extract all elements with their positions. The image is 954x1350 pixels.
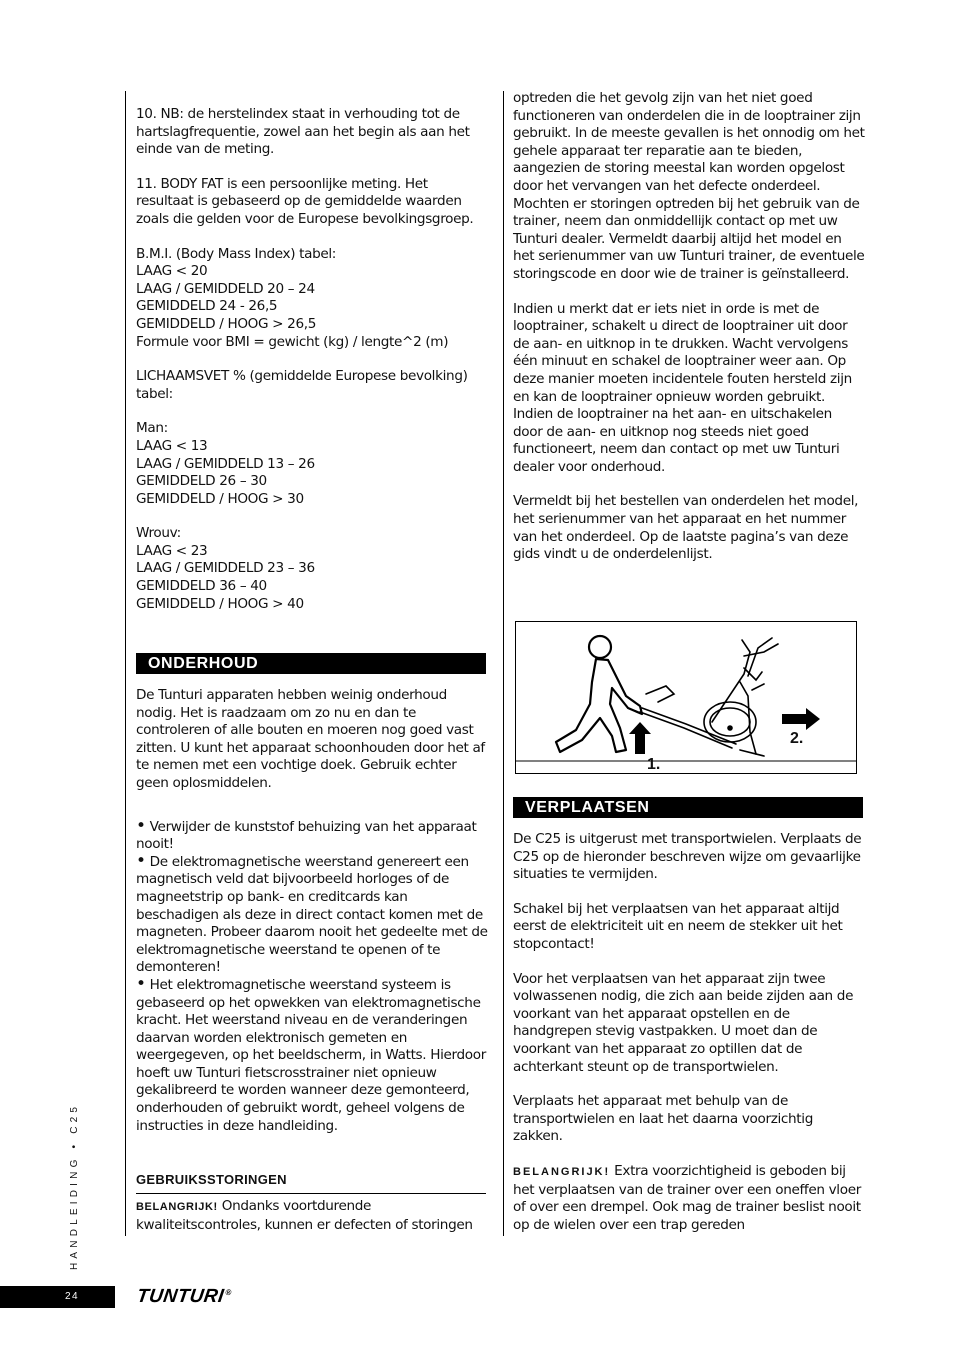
woman-table [136, 525, 488, 613]
bullet-icon [136, 977, 146, 993]
step-label-1: 1. [647, 756, 661, 773]
transport-wheels-paragraph: De C25 is uitgerust met transportwielen. Verplaats de C25 op de hieronder beschreven wijze om gevaarlijke situaties te vermijden. [513, 831, 862, 883]
verplaatsen-section [513, 831, 865, 1234]
caution-paragraph [513, 1163, 865, 1234]
important-label: BELANGRIJK! [513, 1165, 611, 1178]
onderhoud-section [136, 687, 488, 1135]
man-line: LAAG < 13 [136, 437, 208, 454]
bullet-text: Verwijder de kunststof behuizing van het apparaat nooit! [136, 818, 477, 853]
woman-line: GEMIDDELD 36 – 40 [136, 578, 267, 595]
move-arrow-icon [782, 708, 820, 730]
bmi-line: Formule voor BMI = gewicht (kg) / lengte^2 (m) [136, 333, 449, 350]
man-line: GEMIDDELD 26 – 30 [136, 473, 267, 490]
bmi-line: GEMIDDELD / HOOG > 26,5 [136, 315, 317, 332]
caution-text: Extra voorzichtigheid is geboden bij het verplaatsen van de trainer over een oneffen vloer of over een drempel. Ook mag de trainer beslist nooit op de wielen over een trap gereden [513, 1162, 861, 1233]
verplaatsen-heading: VERPLAATSEN [513, 797, 863, 818]
bullet-icon [136, 819, 146, 835]
onderhoud-heading: ONDERHOUD [136, 653, 486, 674]
bmi-line: B.M.I. (Body Mass Index) tabel: [136, 245, 337, 262]
man-line: LAAG / GEMIDDELD 13 – 26 [136, 455, 315, 472]
registered-mark: ® [224, 1288, 233, 1297]
storingen-rule [136, 1193, 486, 1194]
bullet-item [136, 854, 488, 977]
note-11: 11. BODY FAT is een persoonlijke meting. Het resultaat is gebaseerd op de gemiddelde waarden zoals die gelden voor de Europese bevolkingsgroep. [136, 175, 474, 227]
bmi-table [136, 246, 488, 352]
move-paragraph: Verplaats het apparaat met behulp van de transportwielen en laat het daarna voorzichtig zakken. [513, 1093, 813, 1145]
tunturi-logo [135, 1286, 232, 1308]
bmi-line: LAAG < 20 [136, 263, 208, 280]
note-10: 10. NB: de herstelindex staat in verhouding tot de hartslagfrequentie, zowel aan het begin als aan het einde van de meting. [136, 106, 470, 158]
woman-line: GEMIDDELD / HOOG > 40 [136, 595, 304, 612]
right-column [513, 90, 865, 581]
left-column [136, 106, 488, 649]
lift-arrow-icon [629, 722, 651, 754]
side-manual-label: HANDLEIDING • C25 [69, 1102, 80, 1270]
man-table [136, 420, 488, 508]
woman-line: LAAG < 23 [136, 542, 208, 559]
woman-line: Wrouv: [136, 525, 181, 542]
reset-paragraph: Indien u merkt dat er iets niet in orde is met de looptrainer, schakelt u direct de looptrainer uit door de aan- en uitknop in te drukken. Wacht vervolgens één minuut en schakel de looptrainer weer aan. Op deze manier moeten incidentele fouten hersteld zijn en kan de looptrainer opnieuw worden gebruikt. Indien de looptrainer na het aan- en uitschakelen door de aan- en uitknop nog steeds niet goed functioneert, neem dan contact op met uw Tunturi dealer voor onderhoud. [513, 300, 852, 475]
important-label: BELANGRIJK! [136, 1201, 218, 1213]
bmi-line: GEMIDDELD 24 - 26,5 [136, 298, 278, 315]
parts-paragraph: Vermeldt bij het bestellen van onderdelen het model, het serienummer van het apparaat en het nummer van het onderdeel. Op de laatste pagina’s van deze gids vindt u de onderdelenlijst. [513, 493, 859, 563]
trainer-transport-drawing [516, 622, 856, 773]
step-label-2: 2. [790, 730, 804, 747]
fat-table-title: LICHAAMSVET % (gemiddelde Europese bevolking) tabel: [136, 368, 468, 402]
bullet-icon [136, 854, 146, 870]
storingen-heading: GEBRUIKSSTORINGEN [136, 1172, 287, 1187]
bullet-text: Het elektromagnetische weerstand systeem is gebaseerd op het opwekken van elektromagnetische kracht. Het weerstand niveau en de veranderingen daarvan worden elektronisch gemeten en weergegeven, op het beeldscherm, in Watts. Hierdoor hoeft uw Tunturi fietscrosstrainer niet opnieuw gekalibreerd te worden wanneer deze gemonteerd, onderhouden of gebruikt wordt, geheel volgens de instructies in deze handleiding. [136, 976, 486, 1134]
power-off-paragraph: Schakel bij het verplaatsen van het apparaat altijd eerst de elektriciteit uit en neem de stekker uit het stopcontact! [513, 900, 843, 952]
storingen-text-block [136, 1198, 488, 1234]
bullet-item [136, 819, 488, 854]
crosstrainer-figure [640, 638, 778, 756]
man-line: Man: [136, 420, 168, 437]
bullet-text: De elektromagnetische weerstand genereert een magnetisch veld dat bijvoorbeeld horloges of de magneetstrip op bank- en creditcards kan beschadigen als deze in direct contact komen met de magneten. Probeer daarom nooit het gedeelte met de elektromagnetische weerstand te openen of te demonteren! [136, 853, 488, 976]
logo-text: TUNTURI [135, 1286, 226, 1307]
person-figure [556, 636, 642, 752]
two-adults-paragraph: Voor het verplaatsen van het apparaat zijn twee volwassenen nodig, die zich aan beide zijden aan de voorkant van het apparaat opstellen en de handgrepen stevig vastpakken. U moet dan de voorkant van het apparaat zo optillen dat de achterkant steunt op de transportwielen. [513, 970, 854, 1075]
bullet-item [136, 977, 488, 1135]
man-line: GEMIDDELD / HOOG > 30 [136, 490, 304, 507]
page-number: 24 [0, 1286, 115, 1308]
storingen-text: Ondanks voortdurende kwaliteitscontroles, kunnen er defecten of storingen [136, 1198, 473, 1233]
onderhoud-paragraph: De Tunturi apparaten hebben weinig onderhoud nodig. Het is raadzaam om zo nu en dan te controleren of alle bouten en moeren nog goed vast zitten. U kunt het apparaat schoonhouden door het af te nemen met een vochtige doek. Gebruik echter geen oplosmiddelen. [136, 687, 485, 791]
woman-line: LAAG / GEMIDDELD 23 – 36 [136, 560, 315, 577]
bmi-line: LAAG / GEMIDDELD 20 – 24 [136, 280, 315, 297]
left-column-rule [125, 91, 126, 1236]
storingen-continued: optreden die het gevolg zijn van het niet goed functioneren van onderdelen die in de looptrainer zijn gebruikt. In de meeste gevallen is het onnodig om het gehele apparaat ter reparatie aan te bieden, aangezien de storing meestal kan worden opgelost door het vervangen van het defecte onderdeel. Mochten er storingen optreden bij het gebruik van de trainer, neem dan onmiddellijk contact op met uw Tunturi dealer. Vermeldt daarbij altijd het model en het serienummer van uw Tunturi trainer, de eventuele storingscode en door wie de trainer is geïnstalleerd. [513, 90, 865, 282]
center-column-rule [503, 91, 504, 1236]
transport-illustration [515, 621, 857, 774]
